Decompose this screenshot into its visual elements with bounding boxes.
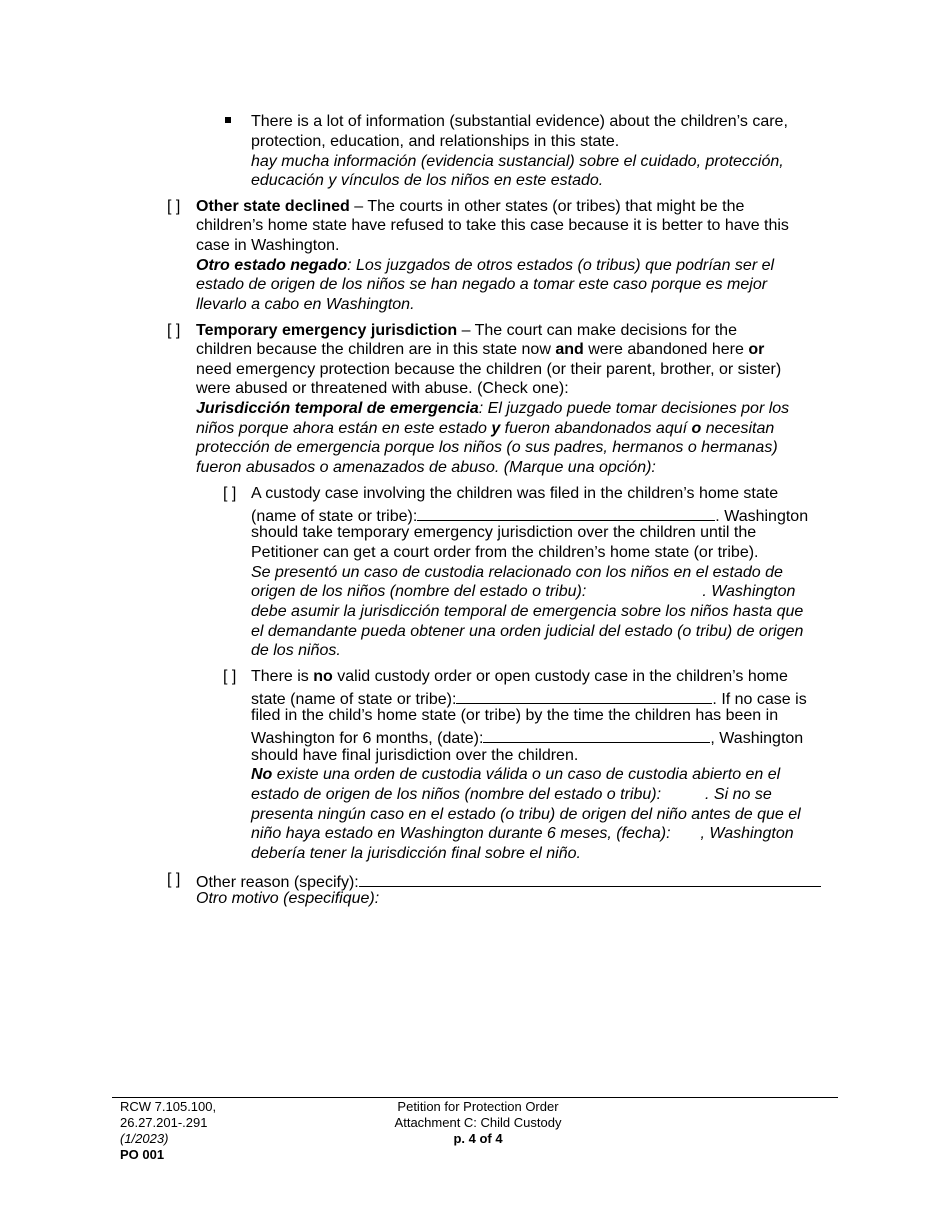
temporary-es-o: o (691, 420, 702, 437)
other-reason-es: Otro motivo (especifique): (196, 890, 380, 907)
option-a-es-1: Se presentó un caso de custodia relacionado con los niños en el estado de (251, 564, 783, 581)
footer-page-number: p. 4 of 4 (453, 1131, 503, 1146)
other-state-en-1 (196, 197, 744, 217)
footer-rcw-2: 26.27.201-.291 (120, 1115, 208, 1130)
bullet-text-en-1: There is a lot of information (substantial evidence) about the children’s care, (251, 113, 788, 130)
option-b-es-1 (251, 765, 780, 785)
footer-title-2: Attachment C: Child Custody (394, 1115, 562, 1130)
footer-divider (112, 1097, 838, 1098)
checkbox-option-no-valid-order[interactable]: [ ] (223, 668, 237, 685)
option-b-es-1-text: existe una orden de custodia válida o un caso de custodia abierto en el (272, 766, 781, 783)
option-a-es-5: de los niños. (251, 642, 341, 659)
other-state-en-1-text: – The courts in other states (or tribes) that might be the (349, 198, 745, 215)
option-b-en-1 (251, 667, 788, 687)
option-a-es-2a: origen de los niños (nombre del estado o tribu): (251, 583, 587, 600)
option-a-es-2b: . Washington (702, 583, 796, 600)
option-b-en-2a: state (name of state or tribe): (251, 691, 457, 708)
checkbox-other-reason[interactable]: [ ] (167, 871, 181, 888)
option-b-es-no: No (251, 766, 273, 783)
option-b-es-4a: niño haya estado en Washington durante 6 meses, (fecha): (251, 825, 671, 842)
bullet-text-en-2: protection, education, and relationships in this state. (251, 133, 620, 150)
temporary-es-y: y (491, 420, 501, 437)
temporary-en-1 (196, 321, 737, 341)
other-state-es-1 (196, 256, 774, 276)
checkbox-temporary-emergency[interactable]: [ ] (167, 322, 181, 339)
option-b-es-2 (251, 785, 772, 805)
other-state-en-2: children’s home state have refused to take this case because it is better to have this (196, 217, 789, 234)
temporary-es-4: fueron abusados o amenazados de abuso. (Marque una opción): (196, 459, 656, 476)
footer-date: (1/2023) (120, 1131, 169, 1146)
footer-rcw-1: RCW 7.105.100, (120, 1099, 217, 1114)
option-b-es-5: debería tener la jurisdicción final sobre el niño. (251, 845, 581, 862)
option-b-no: no (313, 668, 333, 685)
option-b-en-4b: , Washington (710, 730, 804, 747)
temporary-or: or (748, 341, 765, 358)
option-b-en-1b: valid custody order or open custody case in the children’s home (332, 668, 788, 685)
option-a-en-1: A custody case involving the children was filed in the children’s home state (251, 485, 779, 502)
option-a-es-2 (251, 582, 795, 602)
other-state-es-3: llevarlo a cabo en Washington. (196, 296, 415, 313)
date-field[interactable] (483, 726, 710, 743)
other-state-en-3: case in Washington. (196, 237, 340, 254)
temporary-es-3: protección de emergencia porque los niños (o sus padres, hermanos o hermanas) (196, 439, 778, 456)
temporary-es-2a: niños porque ahora están en este estado (196, 420, 492, 437)
footer-title-1: Petition for Protection Order (397, 1099, 559, 1114)
option-b-es-4b: , Washington (700, 825, 794, 842)
option-a-es-4: el demandante pueda obtener una orden judicial del estado (o tribu) de origen (251, 623, 804, 640)
other-state-es-1-text: : Los juzgados de otros estados (o tribus) que podrían ser el (347, 257, 775, 274)
temporary-en-2a: children because the children are in this state now (196, 341, 556, 358)
option-b-es-2a: estado de origen de los niños (nombre del estado o tribu): (251, 786, 662, 803)
other-state-title: Other state declined (196, 198, 350, 215)
temporary-en-3: need emergency protection because the children (or their parent, brother, or sister) (196, 361, 782, 378)
option-b-es-3: presenta ningún caso en el estado (o tribu) de origen del niño antes de que el (251, 806, 801, 823)
option-b-en-2b: . If no case is (712, 691, 807, 708)
option-b-en-3: filed in the child’s home state (or tribe) by the time the children has been in (251, 707, 779, 724)
footer-form-id: PO 001 (120, 1147, 165, 1162)
temporary-es-1 (196, 399, 789, 419)
temporary-en-1-text: – The court can make decisions for the (457, 322, 737, 339)
temporary-es-2c: necesitan (701, 420, 775, 437)
temporary-es-1-text: : El juzgado puede tomar decisiones por los (478, 400, 790, 417)
temporary-title: Temporary emergency jurisdiction (196, 322, 458, 339)
option-b-en-5: should have final jurisdiction over the children. (251, 747, 579, 764)
option-a-en-2b: . Washington (715, 508, 809, 525)
option-b-es-4 (251, 824, 794, 844)
checkbox-option-custody-case-filed[interactable]: [ ] (223, 485, 237, 502)
option-a-es-3: debe asumir la jurisdicción temporal de emergencia sobre los niños hasta que (251, 603, 804, 620)
temporary-and: and (555, 341, 584, 358)
other-reason-label: Other reason (specify): (196, 874, 359, 891)
temporary-en-2b: were abandoned here (583, 341, 749, 358)
other-reason-field[interactable] (359, 870, 821, 887)
temporary-es-2b: fueron abandonados aquí (500, 420, 692, 437)
state-or-tribe-field[interactable] (456, 687, 712, 704)
option-b-en-4a: Washington for 6 months, (date): (251, 730, 484, 747)
bullet-marker (225, 117, 231, 123)
temporary-en-2 (196, 340, 764, 360)
checkbox-other-state-declined[interactable]: [ ] (167, 198, 181, 215)
temporary-en-4: were abused or threatened with abuse. (Check one): (196, 380, 569, 397)
option-a-en-4: Petitioner can get a court order from the children’s home state (or tribe). (251, 544, 759, 561)
home-state-field[interactable] (417, 504, 715, 521)
temporary-es-2 (196, 419, 774, 439)
option-b-es-2b: . Si no se (705, 786, 772, 803)
bullet-text-es-1: hay mucha información (evidencia sustancial) sobre el cuidado, protección, (251, 153, 784, 170)
option-a-en-2a: (name of state or tribe): (251, 508, 418, 525)
temporary-es-title: Jurisdicción temporal de emergencia (196, 400, 479, 417)
other-state-es-2: estado de origen de los niños se han negado a tomar este caso porque es mejor (196, 276, 768, 293)
other-state-es-title: Otro estado negado (196, 257, 348, 274)
bullet-text-es-2: educación y vínculos de los niños en este estado. (251, 172, 604, 189)
option-a-en-3: should take temporary emergency jurisdiction over the children until the (251, 524, 757, 541)
option-b-en-1a: There is (251, 668, 314, 685)
